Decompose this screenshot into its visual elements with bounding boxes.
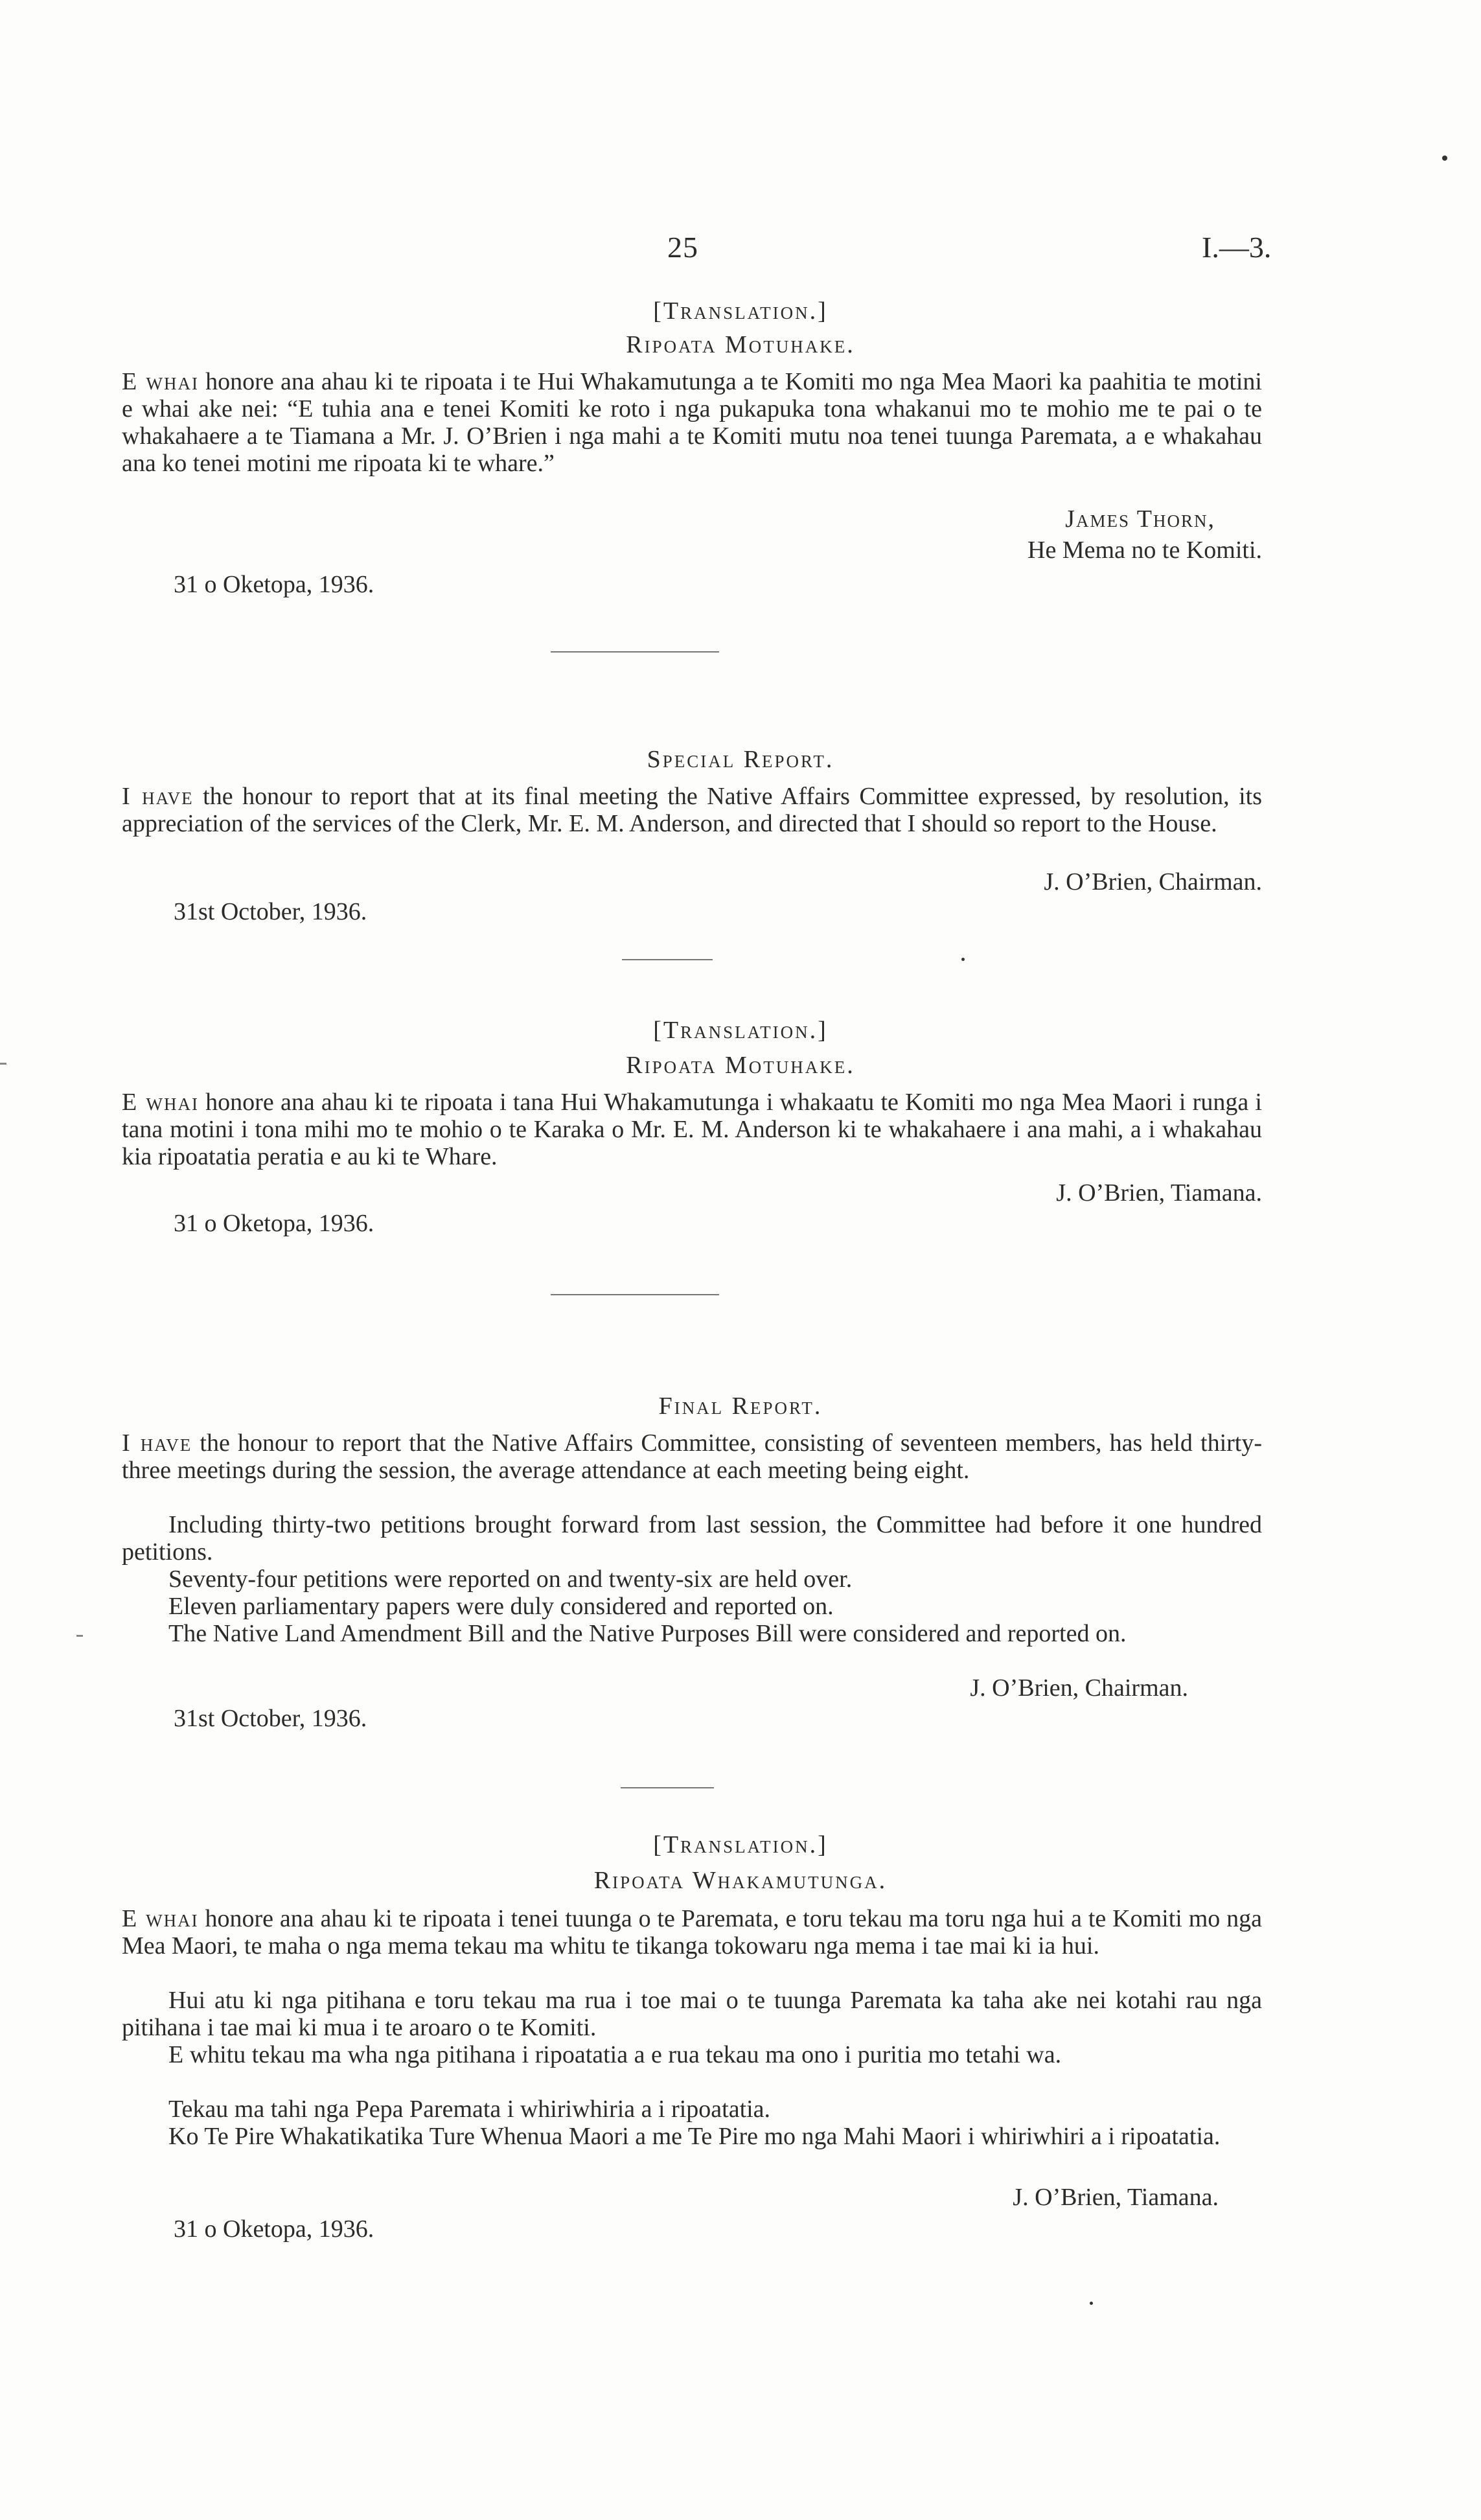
section-heading-ripoata-motuhake-2: Ripoata Motuhake. [626, 1052, 855, 1079]
lead-words: E whai [122, 1089, 199, 1116]
translation-label-1: [Translation.] [653, 297, 828, 325]
lead-words: E whai [122, 368, 199, 395]
paragraph-text: the honour to report that the Native Affairs Committee, consisting of seventeen members, has held thirty-three meetings during the session, the average attendance at each meeting being eight. [122, 1429, 1262, 1484]
section-heading-final-report: Final Report. [658, 1393, 823, 1420]
paragraph-s4-2: Including thirty-two petitions brought forward from last session, the Committee had before it one hundred petitions. [122, 1511, 1262, 1566]
lead-words: E whai [122, 1905, 199, 1932]
section-divider [622, 959, 713, 960]
paragraph-s3 [122, 1089, 1262, 1170]
print-speck [1090, 2302, 1093, 2305]
section-heading-special-report: Special Report. [647, 746, 834, 773]
margin-mark [76, 1635, 83, 1637]
signature-s4: J. O’Brien, Chairman. [970, 1674, 1188, 1702]
paragraph-s4-3: Seventy-four petitions were reported on and twenty-six are held over. [168, 1566, 853, 1593]
paragraph-s5 [122, 1905, 1262, 1959]
section-heading-ripoata-motuhake-1: Ripoata Motuhake. [626, 331, 855, 358]
paragraph-text: honore ana ahau ki te ripoata i tenei tuunga o te Paremata, e toru tekau ma toru nga hui a te Komiti mo nga Mea Maori, te maha o nga mema tekau ma whitu te tikanga tokowaru nga mema i tae mai ki ia hui. [122, 1905, 1262, 1959]
paragraph-s5-4: Tekau ma tahi nga Pepa Paremata i whiriwhiria a i ripoatatia. [168, 2096, 771, 2123]
translation-label-3: [Translation.] [653, 1831, 828, 1858]
paragraph-s4-5: The Native Land Amendment Bill and the Native Purposes Bill were considered and reported on. [168, 1620, 1127, 1647]
paragraph-s1 [122, 368, 1262, 477]
paragraph-text: honore ana ahau ki te ripoata i te Hui Whakamutunga a te Komiti mo nga Mea Maori ka paahitia te motini e whai ake nei: “E tuhia ana e tenei Komiti ke roto i nga pukapuka tona whakanui mo te mohio me te pai o te whakahaere a te Tiamana a Mr. J. O’Brien i nga mahi a te Komiti mutu noa tenei tuunga Paremata, a e whakahau ana ko tenei motini me ripoata ki te whare.” [122, 368, 1262, 477]
signature-s5: J. O’Brien, Tiamana. [1013, 2184, 1219, 2211]
signature-s2: J. O’Brien, Chairman. [1044, 868, 1262, 896]
print-speck [961, 958, 965, 961]
document-reference: I.—3. [1202, 231, 1272, 264]
section-heading-ripoata-whakamutunga: Ripoata Whakamutunga. [593, 1867, 888, 1894]
paragraph-s2 [122, 783, 1262, 837]
lead-words: I have [122, 1429, 192, 1457]
signature-s3: J. O’Brien, Tiamana. [1056, 1179, 1262, 1207]
paragraph-s4 [122, 1429, 1262, 1484]
section-divider [621, 1787, 714, 1788]
print-speck [1442, 156, 1447, 161]
signature-title: He Mema no te Komiti. [1028, 537, 1262, 564]
lead-words: I have [122, 783, 194, 810]
signature-name: James Thorn, [1065, 505, 1215, 533]
date-line-s4: 31st October, 1936. [174, 1705, 367, 1732]
paragraph-text: honore ana ahau ki te ripoata i tana Hui Whakamutunga i whakaatu te Komiti mo nga Mea Maori i runga i tana motini i tona mihi mo te mohio o te Karaka o Mr. E. M. Anderson ki te whakahaere i ana mahi, a i whakahau kia ripoatatia peratia e au ki te Whare. [122, 1089, 1262, 1170]
section-divider [551, 1294, 719, 1295]
date-line-s5: 31 o Oketopa, 1936. [174, 2215, 374, 2243]
translation-label-2: [Translation.] [653, 1017, 828, 1044]
page-number: 25 [667, 231, 698, 264]
section-divider [551, 651, 719, 653]
date-line-s1: 31 o Oketopa, 1936. [174, 571, 374, 598]
paragraph-s5-5: Ko Te Pire Whakatikatika Ture Whenua Maori a me Te Pire mo nga Mahi Maori i whiriwhiri a i ripoatatia. [168, 2123, 1221, 2150]
margin-mark [0, 1063, 6, 1065]
paragraph-s5-2: Hui atu ki nga pitihana e toru tekau ma rua i toe mai o te tuunga Paremata ka taha ake nei kotahi rau nga pitihana i tae mai ki mua i te aroaro o te Komiti. [122, 1987, 1262, 2041]
date-line-s2: 31st October, 1936. [174, 898, 367, 925]
paragraph-s5-3: E whitu tekau ma wha nga pitihana i ripoatatia a e rua tekau ma ono i puritia mo tetahi wa. [168, 2041, 1062, 2068]
paragraph-text: the honour to report that at its final meeting the Native Affairs Committee expressed, by resolution, its appreciation of the services of the Clerk, Mr. E. M. Anderson, and directed that I should so report to the House. [122, 783, 1262, 837]
date-line-s3: 31 o Oketopa, 1936. [174, 1210, 374, 1237]
paragraph-s4-4: Eleven parliamentary papers were duly considered and reported on. [168, 1593, 834, 1620]
